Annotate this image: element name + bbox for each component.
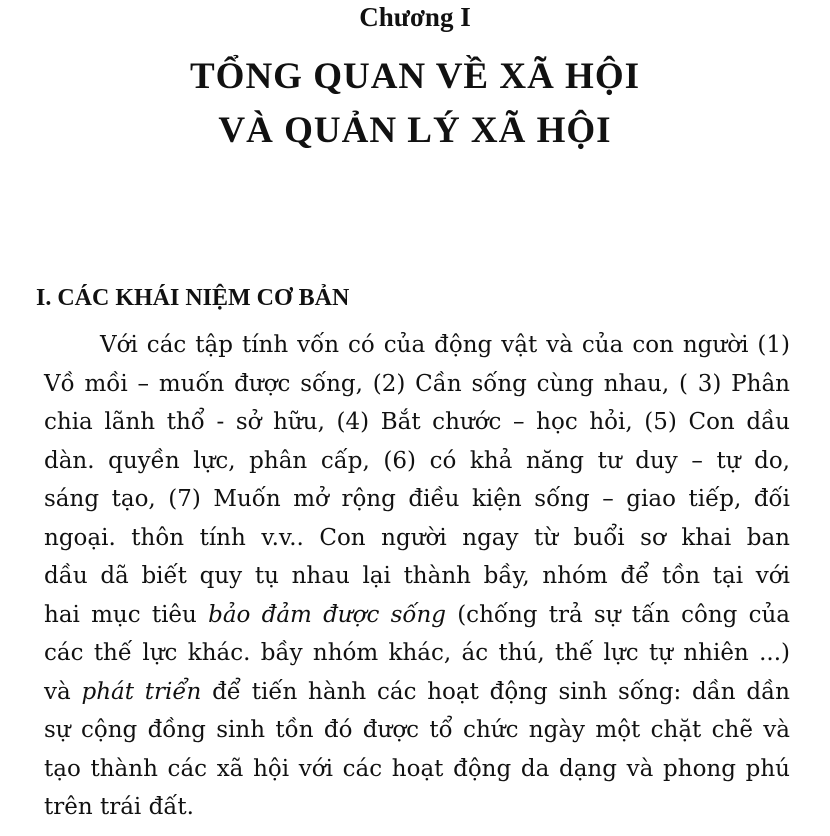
chapter-title-line-2: VÀ QUẢN LÝ XÃ HỘI — [218, 110, 612, 151]
section-heading: I. CÁC KHÁI NIỆM CƠ BẢN — [36, 285, 350, 311]
line-10-text-before: và — [44, 678, 82, 705]
paragraph-line-13: trên trái đất. — [44, 794, 194, 820]
paragraph-line-7: dầu dã biết quy tụ nhau lại thành bầy, nhóm để tồn tại với — [44, 563, 790, 589]
chapter-title-line-1: TỔNG QUAN VỀ XÃ HỘI — [189, 56, 641, 97]
paragraph-line-8 — [44, 596, 790, 635]
paragraph-line-5: sáng tạo, (7) Muốn mở rộng điều kiện sống – giao tiếp, đối — [44, 486, 790, 512]
paragraph-line-11: sự cộng đồng sinh tồn đó được tổ chức ngày một chặt chẽ và — [44, 717, 790, 743]
italic-phrase-development: phát triển — [81, 678, 202, 705]
paragraph-line-4: dàn. quyền lực, phân cấp, (6) có khả năng tư duy – tự do, — [44, 447, 790, 474]
body-paragraph — [44, 326, 790, 827]
line-8-text-before: hai mục tiêu — [44, 601, 209, 628]
paragraph-line-12: tạo thành các xã hội với các hoạt động da dạng và phong phú — [44, 755, 790, 782]
line-8-text-after: (chống trả sự tấn công của — [445, 601, 791, 628]
paragraph-line-6: ngoại. thôn tính v.v.. Con người ngay từ buổi sơ khai ban — [44, 524, 790, 551]
paragraph-line-3: chia lãnh thổ - sở hữu, (4) Bắt chước – học hỏi, (5) Con dầu — [44, 409, 790, 435]
paragraph-line-9: các thế lực khác. bầy nhóm khác, ác thú, thế lực tự nhiên ...) — [44, 640, 790, 666]
paragraph-line-1: Với các tập tính vốn có của động vật và của con người (1) — [100, 332, 790, 358]
line-10-text-after: để tiến hành các hoạt động sinh sống: dần dần — [201, 678, 790, 705]
paragraph-line-2: Vồ mồi – muốn được sống, (2) Cần sống cùng nhau, ( 3) Phân — [44, 370, 790, 397]
paragraph-line-10 — [44, 673, 790, 712]
chapter-label: Chương I — [359, 2, 471, 32]
italic-phrase-survival: bảo đảm được sống — [208, 601, 446, 628]
